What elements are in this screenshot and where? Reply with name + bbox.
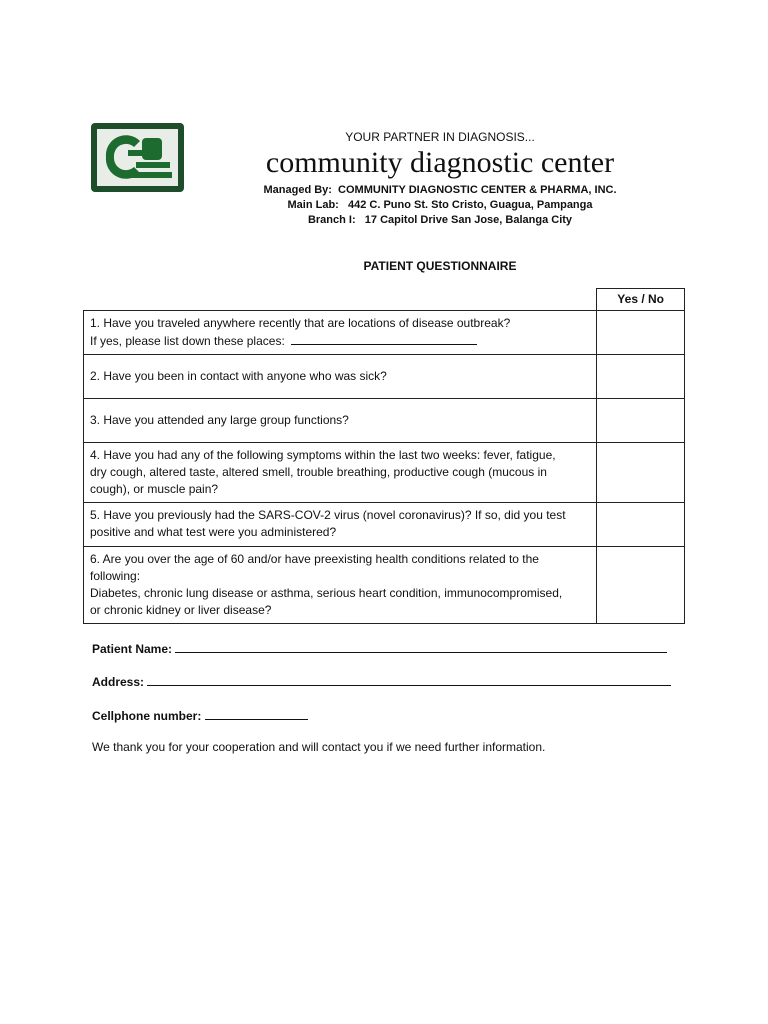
questionnaire-table bbox=[83, 288, 685, 624]
answer-cell-5[interactable] bbox=[597, 503, 685, 547]
question-line: positive and what test were you administered? bbox=[90, 525, 337, 539]
center-name: community diagnostic center bbox=[265, 146, 615, 179]
address-field[interactable] bbox=[147, 673, 671, 686]
question-5 bbox=[84, 503, 597, 547]
community-diagnostic-center-logo bbox=[90, 122, 185, 193]
cellphone-row bbox=[92, 707, 308, 723]
question-line: If yes, please list down these places: bbox=[90, 334, 285, 348]
question-line: following: bbox=[90, 569, 141, 583]
question-line: 3. Have you attended any large group functions? bbox=[90, 413, 349, 427]
address-label: Address: bbox=[92, 675, 145, 689]
question-2 bbox=[84, 355, 597, 399]
tagline: YOUR PARTNER IN DIAGNOSIS... bbox=[345, 130, 535, 144]
answer-cell-2[interactable] bbox=[597, 355, 685, 399]
question-line: 6. Are you over the age of 60 and/or have preexisting health conditions related to the bbox=[90, 552, 539, 566]
question-line: or chronic kidney or liver disease? bbox=[90, 603, 272, 617]
question-line: dry cough, altered taste, altered smell, trouble breathing, productive cough (mucous in bbox=[90, 465, 547, 479]
yes-no-header: Yes / No bbox=[597, 289, 685, 311]
branch-line: Branch I: 17 Capitol Drive San Jose, Balanga City bbox=[307, 214, 573, 226]
question-line: cough), or muscle pain? bbox=[90, 482, 219, 496]
question-line: 2. Have you been in contact with anyone who was sick? bbox=[90, 369, 387, 383]
main-lab-line: Main Lab: 442 C. Puno St. Sto Cristo, Guagua, Pampanga bbox=[287, 199, 593, 211]
question-3 bbox=[84, 399, 597, 443]
table-row bbox=[84, 443, 685, 503]
places-input-line[interactable] bbox=[291, 332, 477, 345]
document-title: PATIENT QUESTIONNAIRE bbox=[363, 259, 517, 273]
cellphone-field[interactable] bbox=[205, 707, 308, 720]
question-6 bbox=[84, 547, 597, 624]
question-line-with-blank bbox=[90, 332, 590, 350]
question-4 bbox=[84, 443, 597, 503]
center-info bbox=[200, 183, 680, 228]
patient-name-row bbox=[92, 640, 667, 656]
table-row bbox=[84, 311, 685, 355]
patient-name-label: Patient Name: bbox=[92, 642, 173, 656]
answer-cell-3[interactable] bbox=[597, 399, 685, 443]
question-line: 4. Have you had any of the following symptoms within the last two weeks: fever, fatigue, bbox=[90, 448, 556, 462]
question-line: 5. Have you previously had the SARS-COV-2 virus (novel coronavirus)? If so, did you test bbox=[90, 508, 566, 522]
table-row bbox=[84, 503, 685, 547]
cellphone-label: Cellphone number: bbox=[92, 709, 202, 723]
question-line: 1. Have you traveled anywhere recently that are locations of disease outbreak? bbox=[90, 316, 511, 330]
answer-cell-6[interactable] bbox=[597, 547, 685, 624]
question-line: Diabetes, chronic lung disease or asthma, serious heart condition, immunocompromised, bbox=[90, 586, 563, 600]
table-row bbox=[84, 547, 685, 624]
header-spacer bbox=[84, 289, 597, 311]
patient-name-field[interactable] bbox=[175, 640, 667, 653]
managed-by-line: Managed By: COMMUNITY DIAGNOSTIC CENTER & PHARMA, INC. bbox=[263, 184, 617, 196]
answer-cell-4[interactable] bbox=[597, 443, 685, 503]
table-row bbox=[84, 399, 685, 443]
thank-you-note: We thank you for your cooperation and will contact you if we need further information. bbox=[92, 740, 546, 754]
table-header-row bbox=[84, 289, 685, 311]
answer-cell-1[interactable] bbox=[597, 311, 685, 355]
question-1 bbox=[84, 311, 597, 355]
address-row bbox=[92, 673, 671, 689]
table-row bbox=[84, 355, 685, 399]
